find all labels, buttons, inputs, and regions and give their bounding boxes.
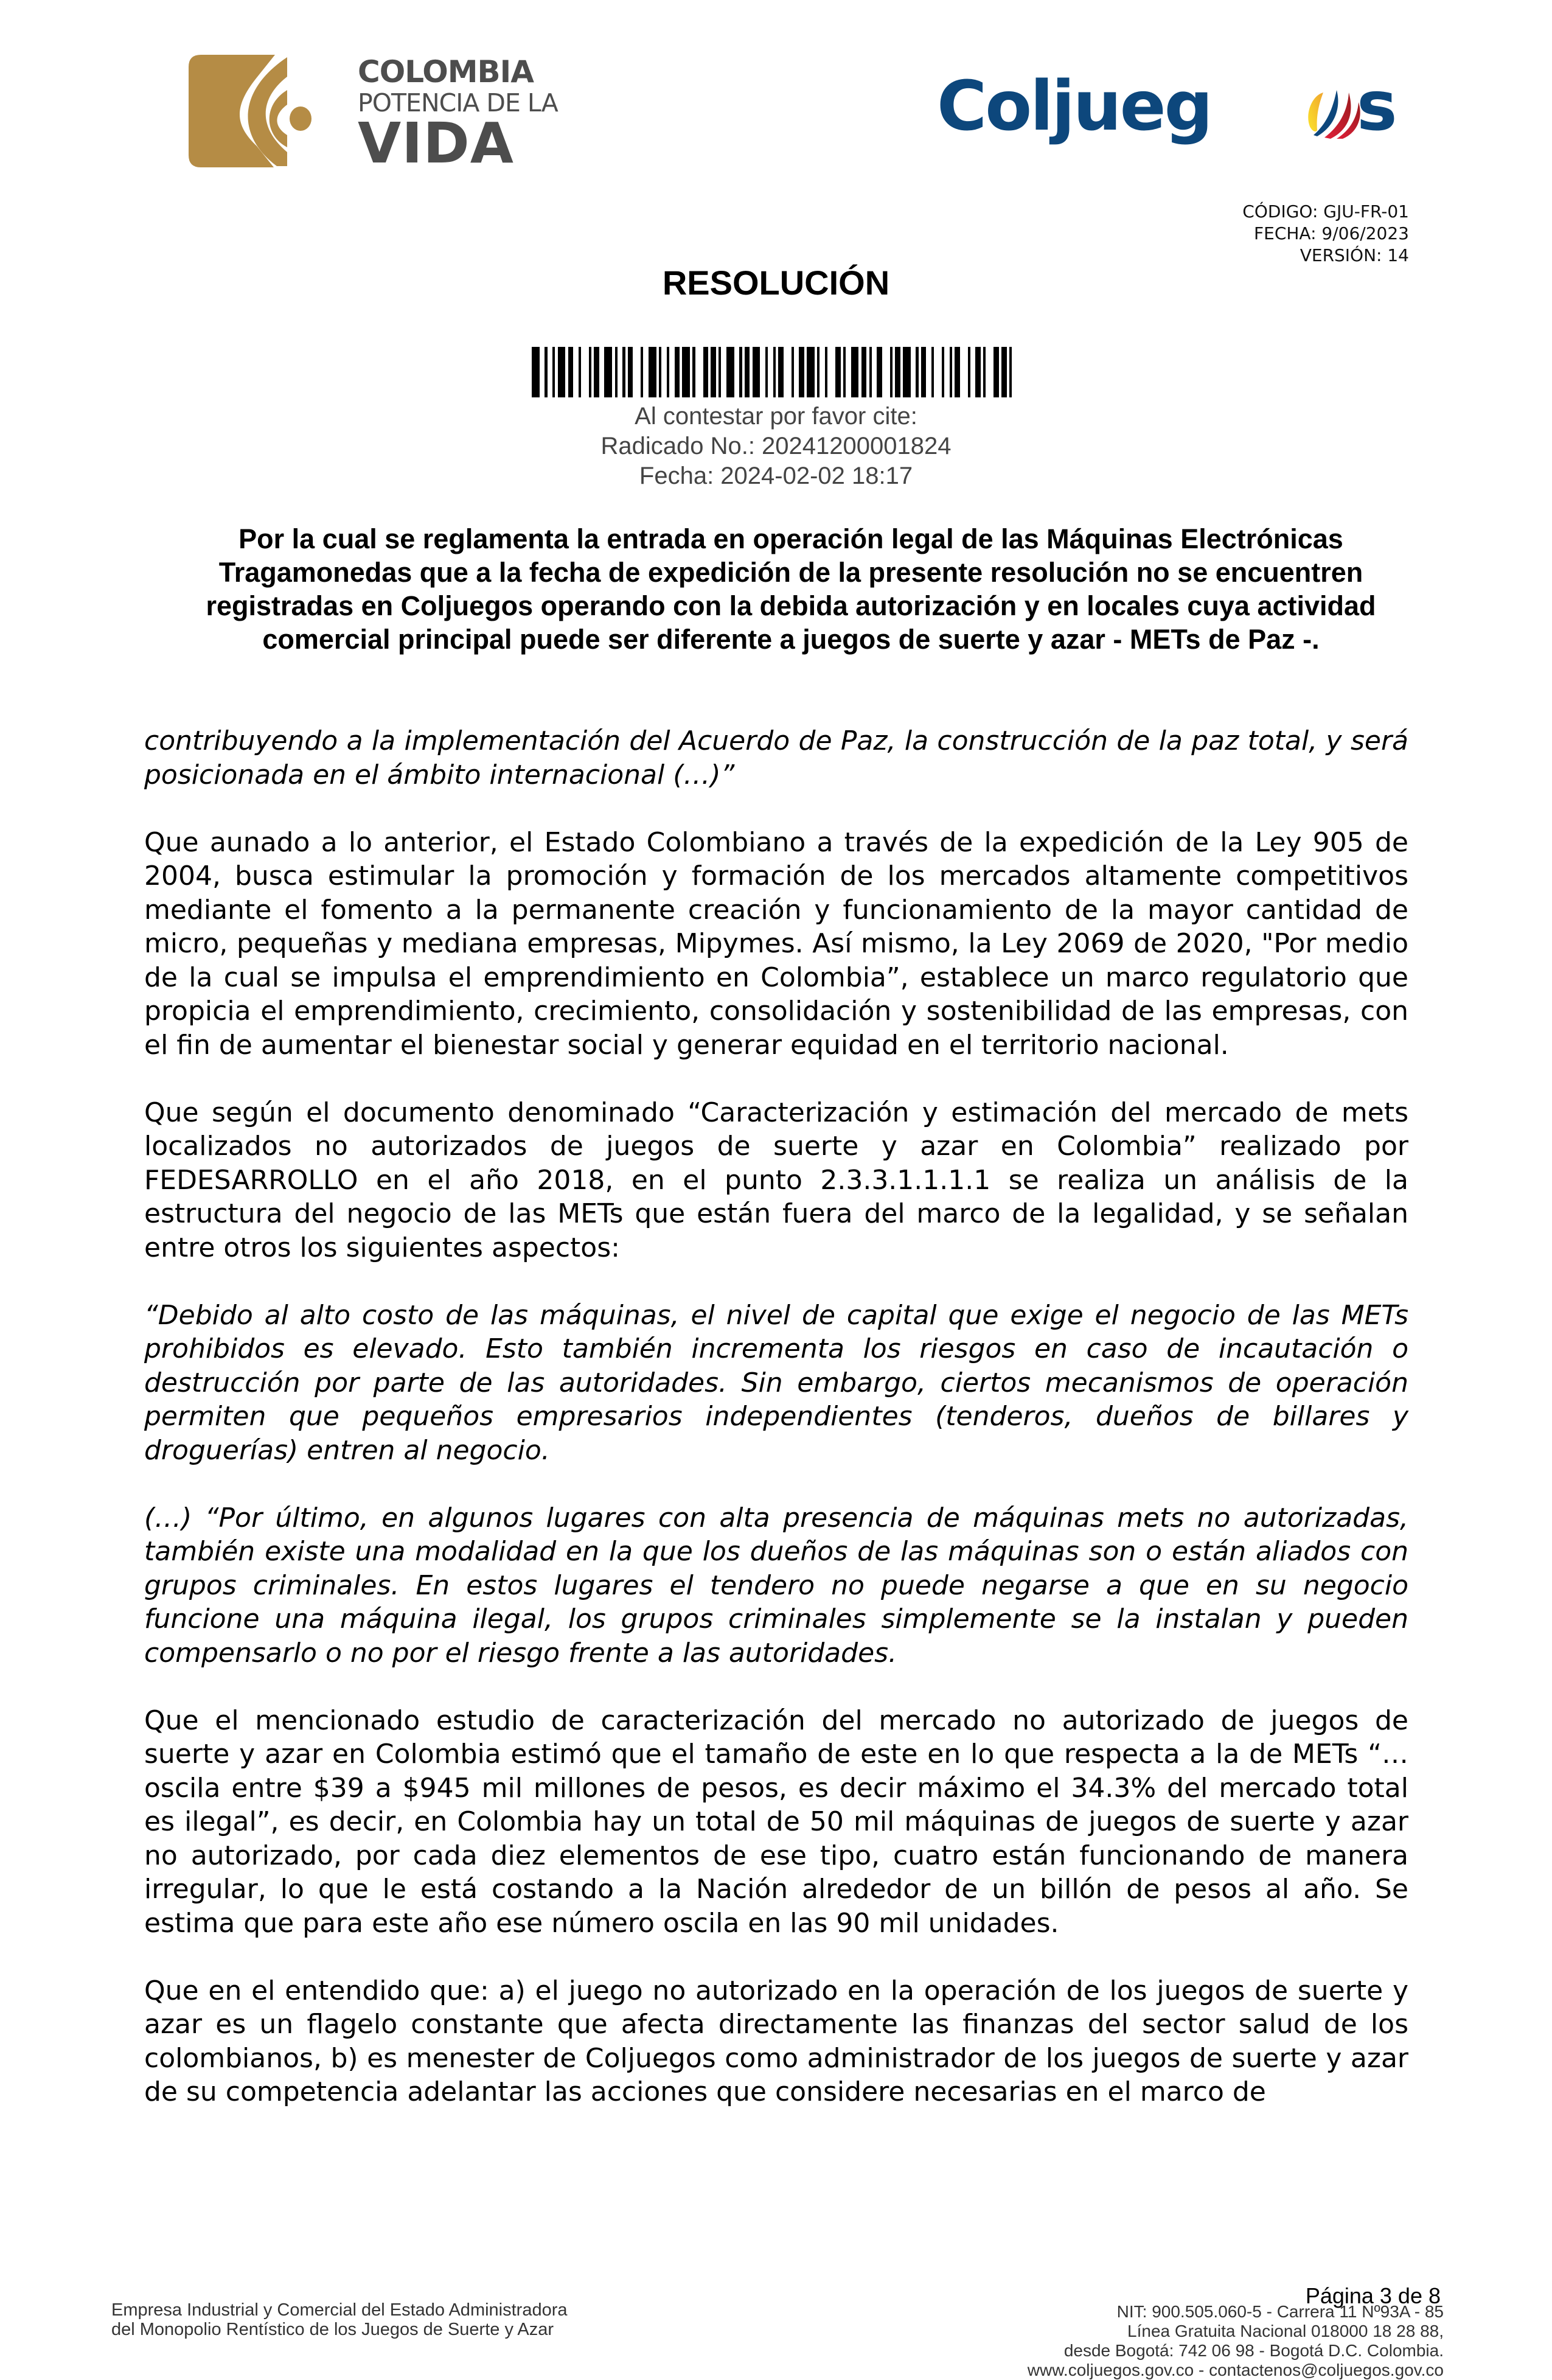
page-number: Página 3 de 8 — [1305, 2283, 1441, 2308]
logo-line-potencia: POTENCIA DE LA — [358, 88, 558, 117]
coljuegos-wordmark-s: s — [1357, 67, 1397, 146]
quoted-paragraph-continuation: contribuyendo a la implementación del Acuerdo de Paz, la construcción de la paz total, y será posicionada en el ámbito internacional (…)” — [144, 725, 1408, 790]
body-paragraph-fedesarrollo: Que según el documento denominado “Caracterización y estimación del mercado de mets localizados no autorizados de juegos de suerte y azar en Colombia” realizado por FEDESARROLLO en el año 2018, en el punto 2.3.3.1.1.1.1 se realiza un análisis de la estructura del negocio de las METs que están fuera del marco de la legalidad, y se señalan entre otros los siguientes aspectos: — [144, 1097, 1408, 1263]
body-paragraph-estudio: Que el mencionado estudio de caracterización del mercado no autorizado de juegos de suerte y azar en Colombia estimó que el tamaño de este en lo que respecta a la de METs “…oscila entre $39 a $945 mil millones de pesos, es decir máximo el 34.3% del mercado total es ilegal”, es decir, en Colombia hay un total de 50 mil máquinas de juegos de suerte y azar no autorizado, por cada diez elementos de ese tipo, cuatro están funcionando de manera irregular, lo que le está costando a la Nación alrededor de un billón de pesos al año. Se estima que para este año ese número oscila en las 90 mil unidades. — [144, 1705, 1408, 1939]
document-type-title: RESOLUCIÓN — [662, 263, 890, 302]
form-date: FECHA: 9/06/2023 — [1254, 223, 1409, 243]
footer-phone-line: Línea Gratuita Nacional 018000 18 28 88, — [1127, 2322, 1444, 2340]
quoted-paragraph-grupos-criminales: (…) “Por último, en algunos lugares con alta presencia de máquinas mets no autorizadas, también existe una modalidad en la que los dueños de las máquinas son o están aliados con grupos criminales. En estos lugares el tendero no puede negarse a que en su negocio funcione una máquina ilegal, los grupos criminales simplemente se la instalan y pueden compensarlo o no por el riesgo frente a las autoridades. — [144, 1502, 1408, 1669]
radicado-date: Fecha: 2024-02-02 18:17 — [639, 462, 913, 489]
barcode-caption: Al contestar por favor cite: — [635, 403, 917, 430]
colombia-potencia-de-la-vida-logo — [189, 54, 578, 176]
colombia-emblem-icon — [189, 55, 335, 167]
footer-left-line-1: Empresa Industrial y Comercial del Estado Administradora — [111, 2300, 568, 2320]
form-code: CÓDIGO: GJU-FR-01 — [1242, 201, 1409, 222]
footer-contact-info — [1028, 2302, 1444, 2380]
barcode-icon — [532, 347, 1020, 397]
form-metadata — [1242, 201, 1409, 267]
quoted-paragraph-costo: “Debido al alto costo de las máquinas, el nivel de capital que exige el negocio de las METs prohibidos es elevado. Esto también incrementa los riesgos en caso de incautación o destrucción por parte de las autoridades. Sin embargo, ciertos mecanismos de operación permiten que pequeños empresarios independientes (tenderos, dueños de billares y droguerías) entren al negocio. — [144, 1299, 1408, 1466]
logo-line-colombia: COLOMBIA — [358, 54, 534, 89]
footer-bogota-phone: desde Bogotá: 742 06 98 - Bogotá D.C. Colombia. — [1063, 2341, 1444, 2360]
colombia-logo-text — [358, 54, 583, 176]
coljuegos-logo — [937, 67, 1399, 146]
body-paragraph-entendido: Que en el entendido que: a) el juego no autorizado en la operación de los juegos de suerte y azar es un flagelo constante que afecta directamente las finanzas del sector salud de los colombianos, b) es menester de Coljuegos como administrador de los juegos de suerte y azar de su competencia adelantar las acciones que considere necesarias en el marco de — [144, 1975, 1408, 2107]
radicado-block — [0, 402, 1552, 491]
radicado-number: Radicado No.: 20241200001824 — [600, 433, 952, 459]
footer-website-email[interactable]: www.coljuegos.gov.co - contactenos@coljuegos.gov.co — [1027, 2361, 1444, 2379]
form-version: VERSIÓN: 14 — [1300, 245, 1409, 265]
footer-left-line-2: del Monopolio Rentístico de los Juegos de Suerte y Azar — [111, 2320, 554, 2339]
logo-line-vida: VIDA — [358, 111, 514, 176]
resolution-subject: Por la cual se reglamenta la entrada en operación legal de las Máquinas Electrónicas Tragamonedas que a la fecha de expedición de la presente resolución no se encuentren registradas en Coljuegos operando con la debida autorización y en locales cuya actividad comercial principal puede ser diferente a juegos de suerte y azar - METs de Paz -. — [206, 523, 1376, 655]
footer-entity-description — [111, 2300, 568, 2339]
coljuegos-wordmark: Coljueg — [937, 67, 1211, 146]
body-paragraph-ley-905: Que aunado a lo anterior, el Estado Colombiano a través de la expedición de la Ley 905 de 2004, busca estimular la promoción y formación de los mercados altamente competitivos mediante el fomento a la permanente creación y funcionamiento de la mayor cantidad de micro, pequeñas y mediana empresas, Mipymes. Así mismo, la Ley 2069 de 2020, "Por medio de la cual se impulsa el emprendimiento en Colombia”, establece un marco regulatorio que propicia el emprendimiento, crecimiento, consolidación y sostenibilidad de las empresas, con el fin de aumentar el bienestar social y generar equidad en el territorio nacional. — [144, 826, 1408, 1061]
footer-nit-address: NIT: 900.505.060-5 - Carrera 11 Nº93A - 85 — [1116, 2302, 1444, 2321]
document-body — [144, 724, 1408, 2143]
